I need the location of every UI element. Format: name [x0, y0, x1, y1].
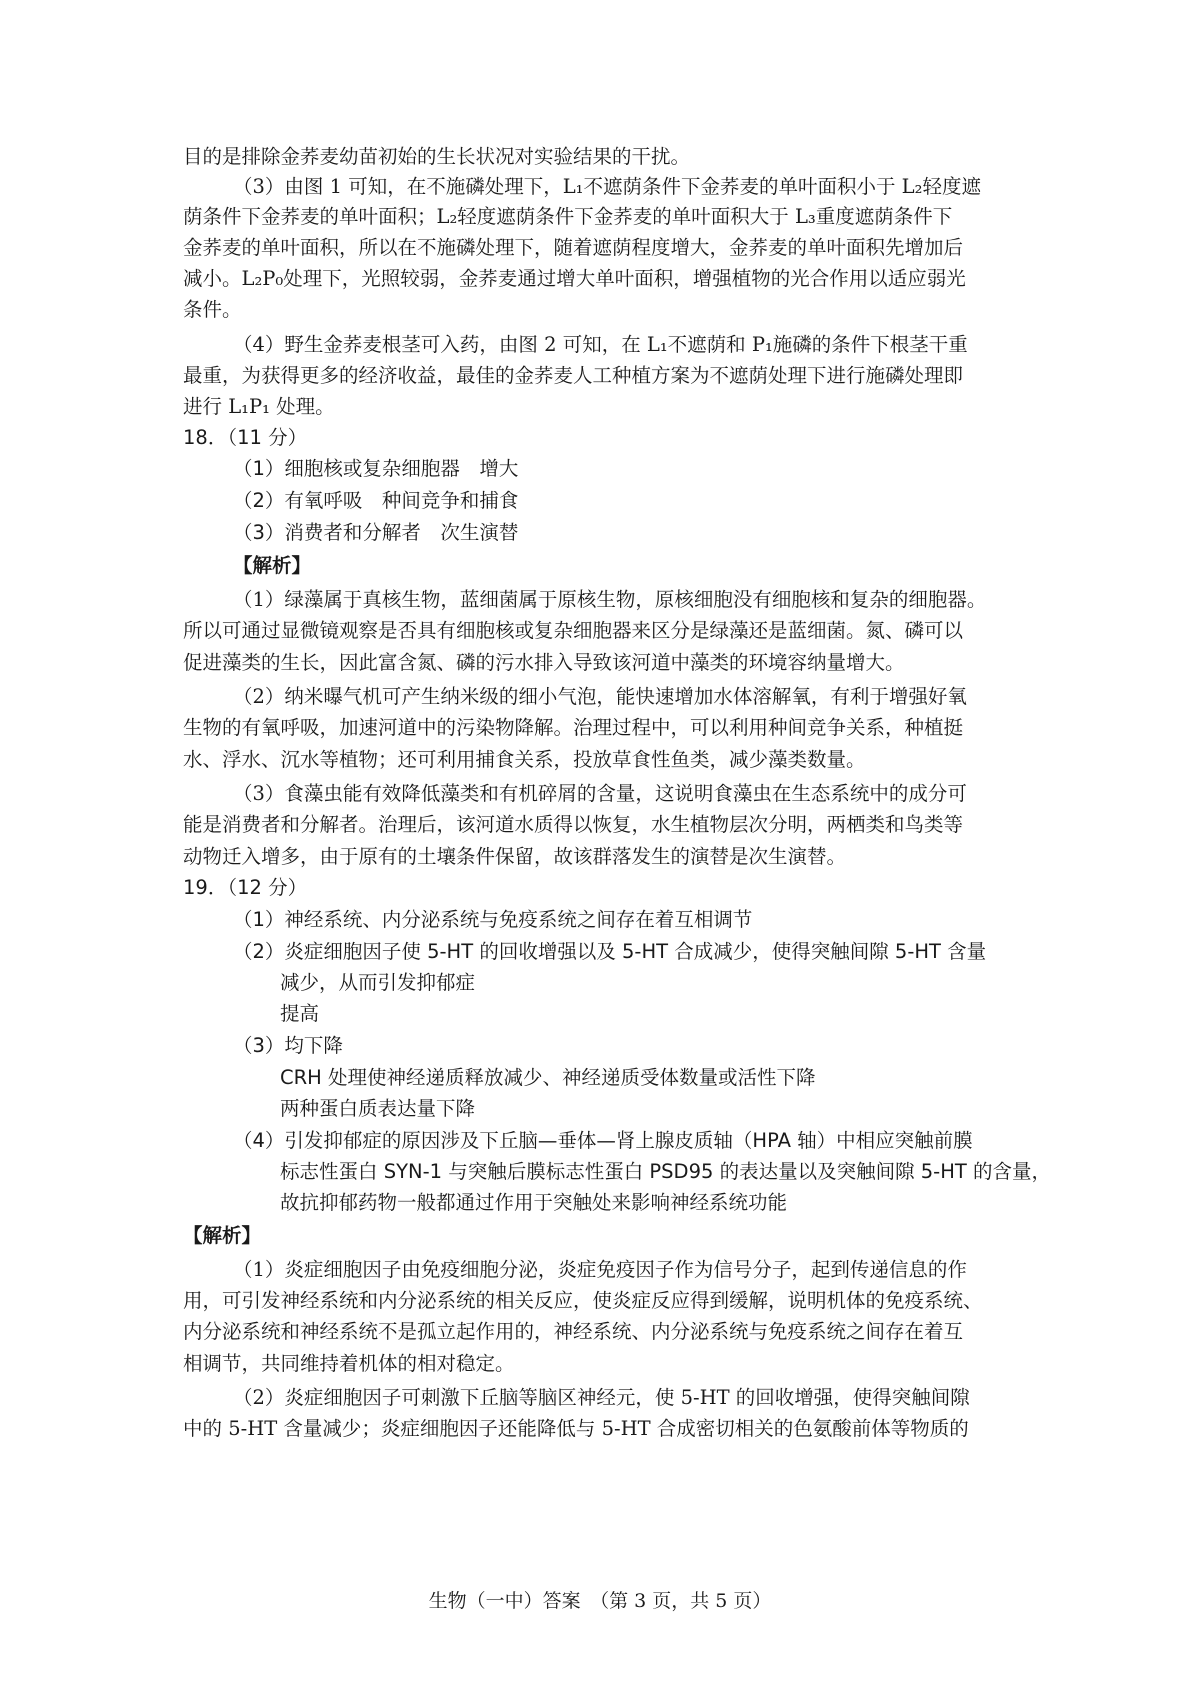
text-line: 金荞麦的单叶面积，所以在不施磷处理下，随着遮荫程度增大，金荞麦的单叶面积先增加后: [183, 236, 964, 259]
text-line: （3）由图 1 可知，在不施磷处理下，L₁不遮荫条件下金荞麦的单叶面积小于 L₂轻度遮: [233, 175, 981, 198]
question-heading: 19．（12 分）: [183, 876, 308, 899]
answer-item: （3）消费者和分解者 次生演替: [233, 521, 519, 544]
answer-item: 提高: [280, 1002, 320, 1025]
text-line: 内分泌系统和神经系统不是孤立起作用的，神经系统、内分泌系统与免疫系统之间存在着互: [183, 1320, 964, 1343]
analysis-heading: 【解析】: [233, 554, 312, 577]
answer-item: （3）均下降: [233, 1034, 343, 1057]
text-line: （4）野生金荞麦根茎可入药，由图 2 可知，在 L₁不遮荫和 P₁施磷的条件下根茎干重: [233, 333, 968, 356]
text-line: 相调节，共同维持着机体的相对稳定。: [183, 1352, 515, 1375]
text-line: 用，可引发神经系统和内分泌系统的相关反应，使炎症反应得到缓解，说明机体的免疫系统、: [183, 1289, 983, 1312]
text-line: （2）纳米曝气机可产生纳米级的细小气泡，能快速增加水体溶解氧，有利于增强好氧: [233, 685, 967, 708]
answer-item: （2）有氧呼吸 种间竞争和捕食: [233, 489, 519, 512]
answer-item: 减少，从而引发抑郁症: [280, 971, 476, 994]
analysis-heading: 【解析】: [183, 1224, 262, 1247]
text-line: 促进藻类的生长，因此富含氮、磷的污水排入导致该河道中藻类的环境容纳量增大。: [183, 651, 905, 674]
text-line: （1）炎症细胞因子由免疫细胞分泌，炎症免疫因子作为信号分子，起到传递信息的作: [233, 1258, 967, 1281]
text-line: 能是消费者和分解者。治理后，该河道水质得以恢复，水生植物层次分明，两栖类和鸟类等: [183, 813, 964, 836]
answer-item: 故抗抑郁药物一般都通过作用于突触处来影响神经系统功能: [280, 1191, 788, 1214]
text-line: 减小。L₂P₀处理下，光照较弱，金荞麦通过增大单叶面积，增强植物的光合作用以适应弱光: [183, 267, 966, 290]
page-footer: 生物（一中）答案 （第 3 页，共 5 页）: [428, 1590, 772, 1612]
answer-item: 两种蛋白质表达量下降: [280, 1097, 476, 1120]
text-line: 条件。: [183, 298, 242, 321]
text-line: （2）炎症细胞因子可刺激下丘脑等脑区神经元，使 5-HT 的回收增强，使得突触间隙: [233, 1386, 970, 1409]
text-line: 荫条件下金荞麦的单叶面积；L₂轻度遮荫条件下金荞麦的单叶面积大于 L₃重度遮荫条件下: [183, 205, 953, 228]
text-line: 动物迁入增多，由于原有的土壤条件保留，故该群落发生的演替是次生演替。: [183, 845, 847, 868]
text-line: （1）绿藻属于真核生物，蓝细菌属于原核生物，原核细胞没有细胞核和复杂的细胞器。: [233, 588, 987, 611]
text-line: 所以可通过显微镜观察是否具有细胞核或复杂细胞器来区分是绿藻还是蓝细菌。氮、磷可以: [183, 619, 964, 642]
answer-item: 标志性蛋白 SYN-1 与突触后膜标志性蛋白 PSD95 的表达量以及突触间隙 5-HT 的含量，: [280, 1160, 1051, 1183]
text-line: 最重，为获得更多的经济收益，最佳的金荞麦人工种植方案为不遮荫处理下进行施磷处理即: [183, 364, 964, 387]
text-line: 目的是排除金荞麦幼苗初始的生长状况对实验结果的干扰。: [183, 145, 691, 168]
answer-item: （4）引发抑郁症的原因涉及下丘脑—垂体—肾上腺皮质轴（HPA 轴）中相应突触前膜: [233, 1129, 973, 1152]
answer-item: CRH 处理使神经递质释放减少、神经递质受体数量或活性下降: [280, 1066, 816, 1089]
text-line: 水、浮水、沉水等植物；还可利用捕食关系，投放草食性鱼类，减少藻类数量。: [183, 748, 866, 771]
text-line: （3）食藻虫能有效降低藻类和有机碎屑的含量，这说明食藻虫在生态系统中的成分可: [233, 782, 967, 805]
answer-item: （1）神经系统、内分泌系统与免疫系统之间存在着互相调节: [233, 908, 753, 931]
answer-item: （1）细胞核或复杂细胞器 增大: [233, 457, 519, 480]
text-line: 中的 5-HT 含量减少；炎症细胞因子还能降低与 5-HT 合成密切相关的色氨酸前体等物质的: [183, 1417, 969, 1440]
question-heading: 18．（11 分）: [183, 426, 308, 449]
text-line: 进行 L₁P₁ 处理。: [183, 395, 335, 418]
text-line: 生物的有氧呼吸，加速河道中的污染物降解。治理过程中，可以利用种间竞争关系，种植挺: [183, 716, 964, 739]
answer-item: （2）炎症细胞因子使 5-HT 的回收增强以及 5-HT 合成减少，使得突触间隙 5-HT 含量: [233, 940, 987, 963]
